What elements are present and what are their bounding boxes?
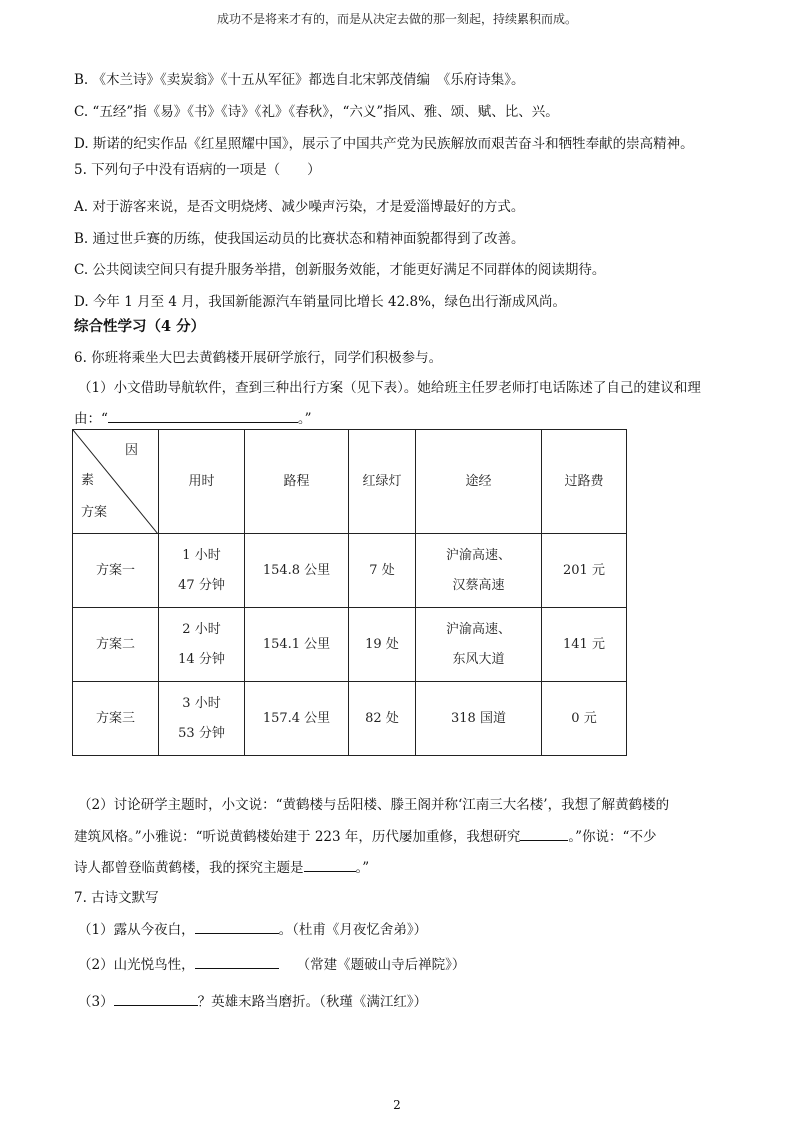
diag-label-mid: 素 [81,473,95,488]
diag-label-top: 因 [125,443,139,458]
plan-name: 方案二 [73,608,159,682]
plan-route: 沪渝高速、东风大道 [416,608,542,682]
page-number: 2 [393,1098,401,1112]
answer-blank-poem1[interactable] [195,932,279,934]
q7-line3-prefix: （3） [78,994,114,1010]
q7-line2-suffix: （常建《题破山寺后禅院》） [296,957,466,973]
q6-part2-line2 [74,825,656,845]
table-row [73,534,627,608]
plan-lights: 19 处 [349,608,416,682]
header-distance: 路程 [245,430,349,534]
plan-time: 2 小时 14 分钟 [159,608,245,682]
page-header-motto: 成功不是将来才有的，而是从决定去做的那一刻起，持续累积而成。 [216,12,577,26]
q5-option-a: A. 对于游客来说，是否文明烧烤、减少噪声污染，才是爱淄博最好的方式。 [74,199,525,215]
table-header-row [73,430,627,534]
plan-toll: 141 元 [542,608,627,682]
q7-line3-suffix: ？英雄末路当磨折。（秋瑾《满江红》） [197,994,428,1010]
q4-option-d: D. 斯诺的纪实作品《红星照耀中国》，展示了中国共产党为民族解放而艰苦奋斗和牺牲奉献的崇高精神。 [74,136,694,152]
q7-stem: 7. 古诗文默写 [74,890,159,906]
table-row [73,682,627,756]
diag-label-bottom: 方案 [81,505,108,520]
q5-option-c: C. 公共阅读空间只有提升服务举措，创新服务效能，才能更好满足不同群体的阅读期待。 [74,262,606,278]
plan-route: 沪渝高速、汉蔡高速 [416,534,542,608]
q6-part2-line3-prefix: 诗人都曾登临黄鹤楼，我的探究主题是 [74,860,304,876]
q7-line1-prefix: （1）露从今夜白， [78,922,195,938]
plan-name: 方案一 [73,534,159,608]
q6-part2-line2-suffix: 。”你说：“不少 [568,829,657,845]
plan-time: 3 小时 53 分钟 [159,682,245,756]
header-lights: 红绿灯 [349,430,416,534]
answer-blank-research[interactable] [520,839,568,841]
answer-blank-theme[interactable] [304,870,356,872]
q6-part2-line3 [74,856,369,876]
q7-line3 [78,990,427,1010]
q5-option-d: D. 今年 1 月至 4 月，我国新能源汽车销量同比增长 42.8%，绿色出行渐成风尚。 [74,294,566,310]
plan-route: 318 国道 [416,682,542,756]
q4-option-c: C. “五经”指《易》《书》《诗》《礼》《春秋》，“六义”指风、雅、颂、赋、比、兴。 [74,104,559,120]
q5-stem: 5. 下列句子中没有语病的一项是（ ） [74,162,321,178]
travel-plan-table [72,429,627,756]
q4-option-b: B. 《木兰诗》《卖炭翁》《十五从军征》都选自北宋郭茂倩编 《乐府诗集》。 [74,72,525,88]
plan-toll: 0 元 [542,682,627,756]
q6-part2-line1: （2）讨论研学主题时，小文说：“黄鹤楼与岳阳楼、滕王阁并称‘江南三大名楼’，我想了解黄鹤楼的 [78,797,670,813]
section-title: 综合性学习（4 分） [74,318,206,335]
q6-part2-line2-prefix: 建筑风格。”小雅说：“听说黄鹤楼始建于 223 年，历代屡加重修，我想研究 [74,829,521,845]
answer-blank-reason[interactable] [108,421,298,423]
q6-part1-line2 [74,407,312,427]
q7-line1-suffix: 。（杜甫《月夜忆舍弟》） [278,922,428,938]
q6-part1-prefix: 由：“ [74,411,108,427]
plan-distance: 154.1 公里 [245,608,349,682]
answer-blank-poem2[interactable] [195,967,279,969]
q7-line1 [78,918,427,938]
q5-option-b: B. 通过世乒赛的历练，使我国运动员的比赛状态和精神面貌都得到了改善。 [74,231,525,247]
header-toll: 过路费 [542,430,627,534]
q6-part1-suffix: 。” [297,411,312,427]
q6-stem: 6. 你班将乘坐大巴去黄鹤楼开展研学旅行，同学们积极参与。 [74,350,443,366]
header-route: 途经 [416,430,542,534]
plan-lights: 7 处 [349,534,416,608]
plan-name: 方案三 [73,682,159,756]
plan-time: 1 小时 47 分钟 [159,534,245,608]
q7-line2-prefix: （2）山光悦鸟性， [78,957,195,973]
q7-line2 [78,953,465,973]
plan-distance: 154.8 公里 [245,534,349,608]
plan-distance: 157.4 公里 [245,682,349,756]
header-time: 用时 [159,430,245,534]
q6-part1-line1: （1）小文借助导航软件，查到三种出行方案（见下表）。她给班主任罗老师打电话陈述了自己的建议和理 [78,380,701,396]
table-row [73,608,627,682]
plan-toll: 201 元 [542,534,627,608]
diagonal-header-cell [73,430,159,534]
q6-part2-line3-suffix: 。” [355,860,370,876]
plan-lights: 82 处 [349,682,416,756]
answer-blank-poem3[interactable] [114,1004,198,1006]
